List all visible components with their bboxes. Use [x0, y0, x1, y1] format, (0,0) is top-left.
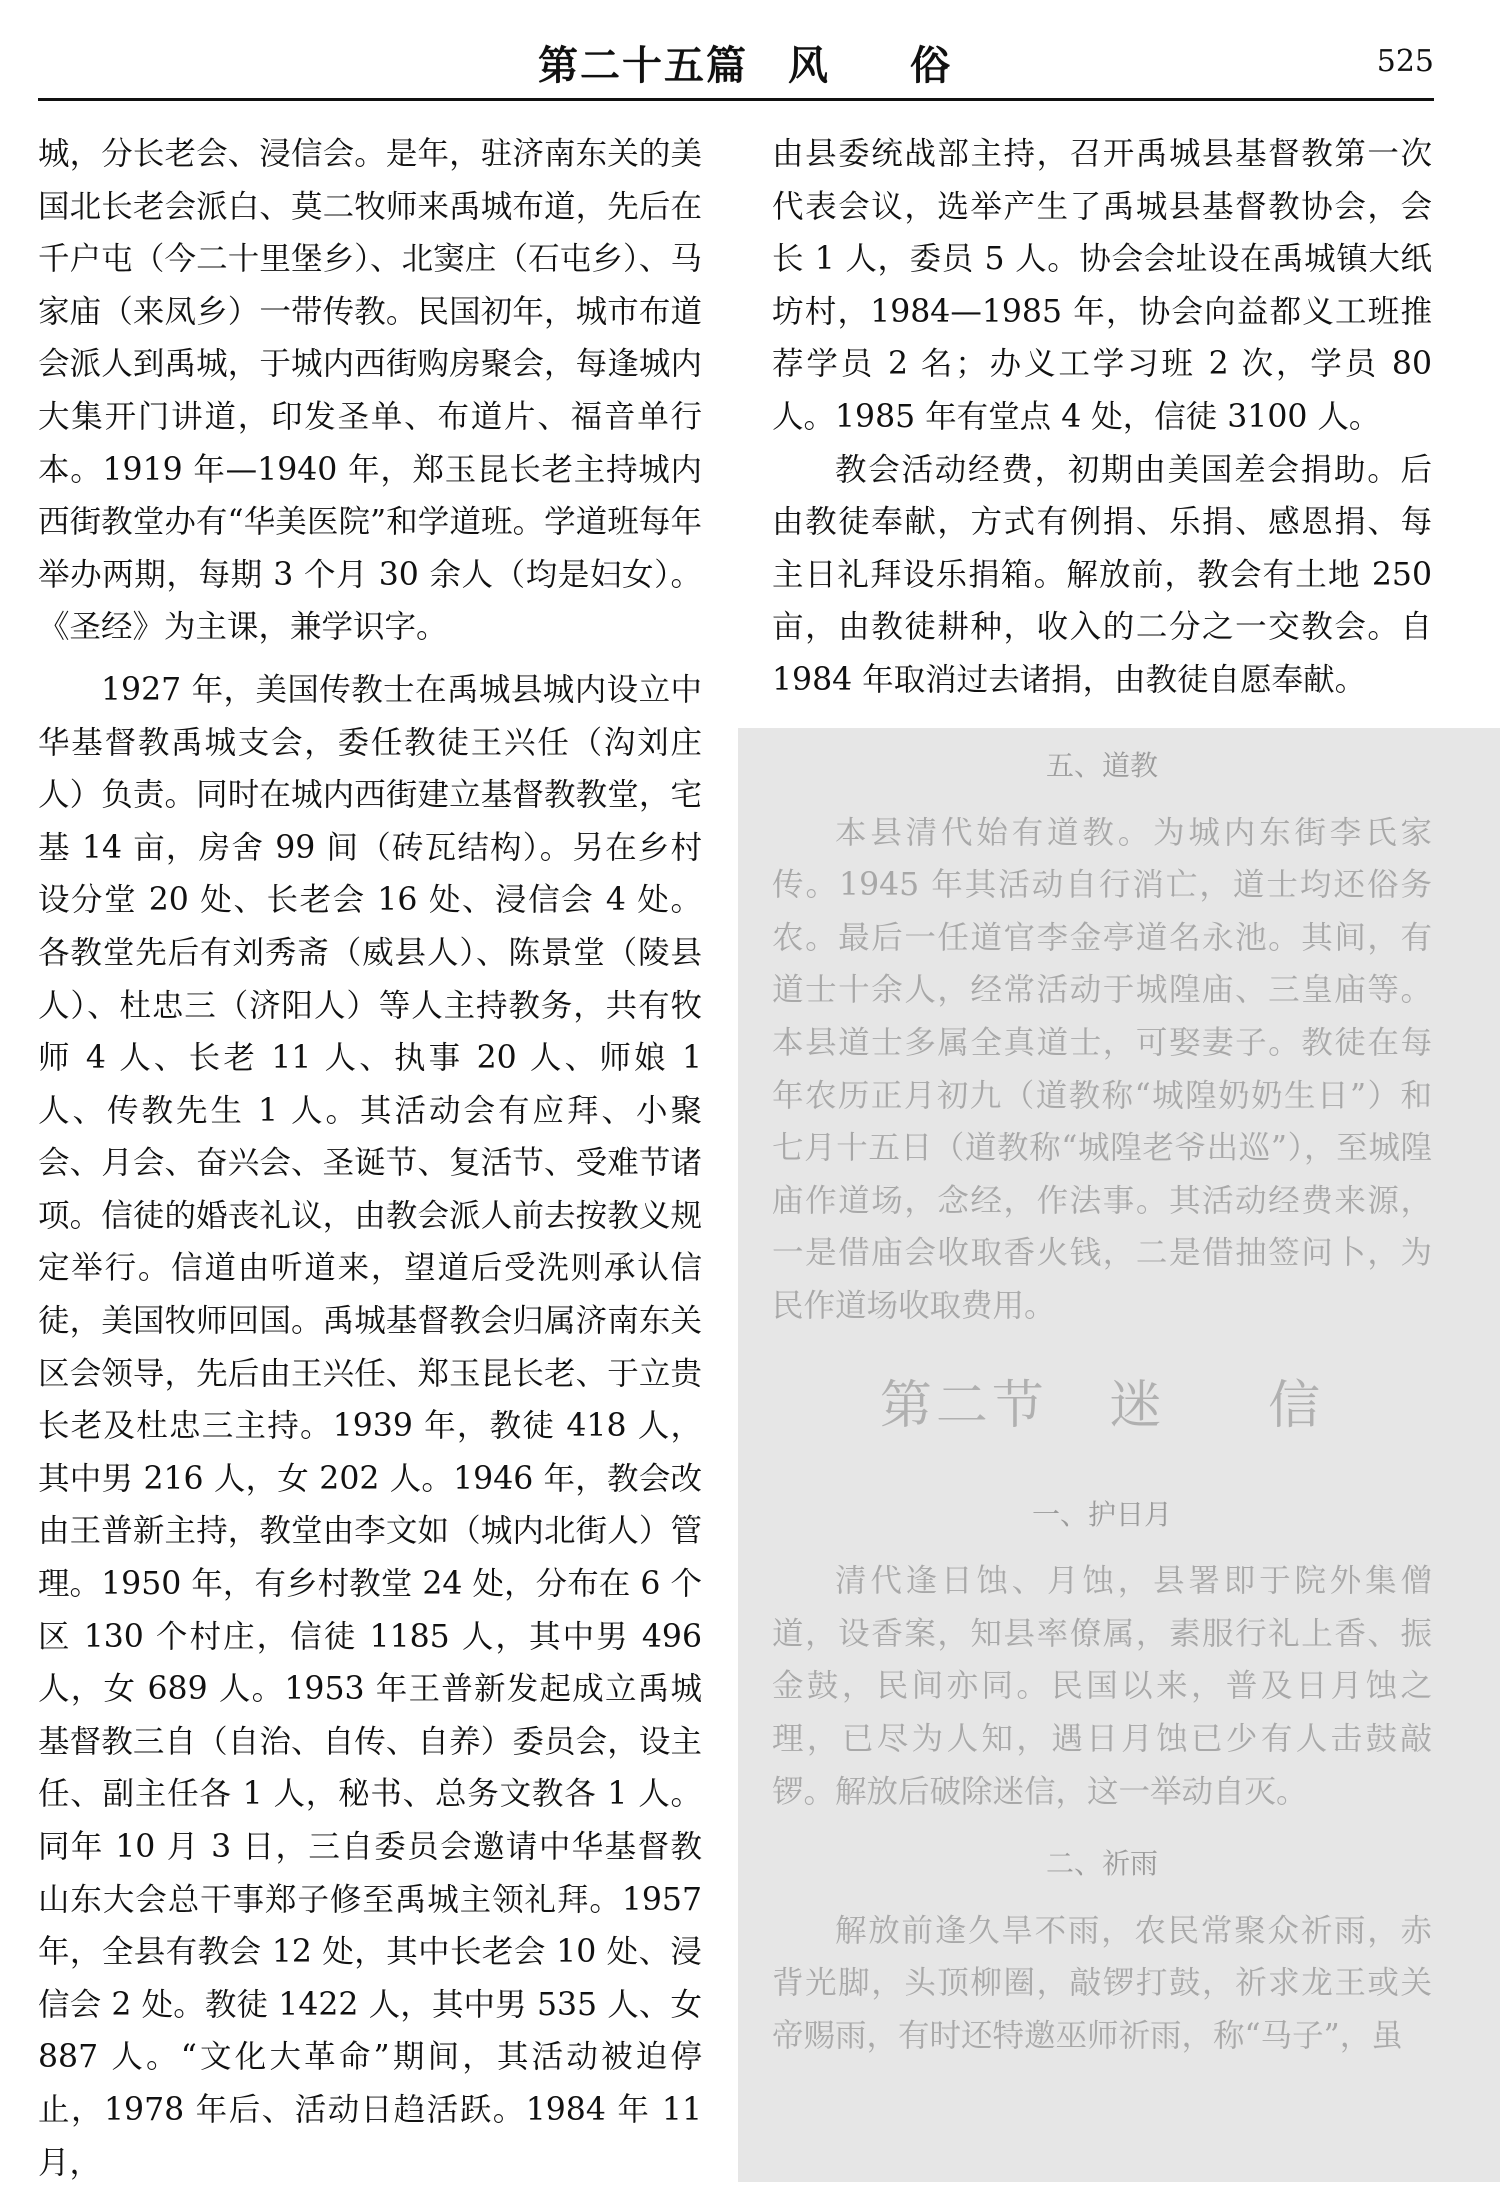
- chapter-heading: [772, 1376, 1432, 1436]
- paragraph: 城，分长老会、浸信会。是年，驻济南东关的美国北长老会派白、莫二牧师来禹城布道，先后在千户屯（今二十里堡乡）、北窦庄（石屯乡）、马家庙（来凤乡）一带传教。民国初年，城市布道会派人到禹城，于城内西街购房聚会，每逢城内大集开门讲道，印发圣单、布道片、福音单行本。1919 年—1940 年，郑玉昆长老主持城内西街教堂办有“华美医院”和学道班。学道班每年举办两期，每期 3 个月 30 余人（均是妇女）。《圣经》为主课，兼学识字。: [38, 136, 702, 646]
- title-part: 俗: [910, 43, 952, 89]
- section-heading: 一、护日月: [1031, 1497, 1172, 1531]
- chapter-part: 信: [1268, 1376, 1325, 1436]
- paragraph: 清代逢日蚀、月蚀，县署即于院外集僧道，设香案，知县率僚属，素服行礼上香、振金鼓，民间亦同。民国以来，普及日月蚀之理，已尽为人知，遇日月蚀已少有人击鼓敲锣。解放后破除迷信，这一举动自灭。: [772, 1563, 1432, 1810]
- left-column: [38, 128, 702, 2189]
- right-column: [772, 128, 1432, 707]
- section-title: [538, 34, 952, 91]
- paragraph: 解放前逢久旱不雨，农民常聚众祈雨，赤背光脚，头顶柳圈，敲锣打鼓，祈求龙王或关帝赐雨，有时还特邀巫师祈雨，称“马子”，虽: [772, 1912, 1432, 2054]
- chapter-part: 第二节: [879, 1376, 1048, 1436]
- page-number: 525: [1376, 44, 1434, 79]
- title-part: 风: [788, 43, 830, 89]
- section-heading: 五、道教: [1045, 749, 1158, 782]
- title-part: 第二十五篇: [538, 43, 748, 89]
- section-heading: 二、祈雨: [1045, 1847, 1158, 1881]
- paragraph: 教会活动经费，初期由美国差会捐助。后由教徒奉献，方式有例捐、乐捐、感恩捐、每主日礼拜设乐捐箱。解放前，教会有土地 250 亩，由教徒耕种，收入的二分之一交教会。自 1984 年取消过去诸捐，由教徒自愿奉献。: [772, 451, 1432, 698]
- paragraph: 1927 年，美国传教士在禹城县城内设立中华基督教禹城支会，委任教徒王兴任（沟刘庄人）负责。同时在城内西街建立基督教教堂，宅基 14 亩，房舍 99 间（砖瓦结构）。另在乡村设分堂 20 处、长老会 16 处、浸信会 4 处。各教堂先后有刘秀斋（威县人）、陈景堂（陵县人）、杜忠三（济阳人）等人主持教务，共有牧师 4 人、长老 11 人、执事 20 人、师娘 1 人、传教先生 1 人。其活动会有应拜、小聚会、月会、奋兴会、圣诞节、复活节、受难节诸项。信徒的婚丧礼议，由教会派人前去按教义规定举行。信道由听道来，望道后受洗则承认信徒，美国牧师回国。禹城基督教会归属济南东关区会领导，先后由王兴任、郑玉昆长老、于立贵长老及杜忠三主持。1939 年，教徒 418 人，其中男 216 人，女 202 人。1946 年，教会改由王普新主持，教堂由李文如（城内北街人）管理。1950 年，有乡村教堂 24 处，分布在 6 个区 130 个村庄，信徒 1185 人，其中男 496 人，女 689 人。1953 年王普新发起成立禹城基督教三自（自治、自传、自养）委员会，设主任、副主任各 1 人，秘书、总务文教各 1 人。同年 10 月 3 日，三自委员会邀请中华基督教山东大会总干事郑子修至禹城主领礼拜。1957 年，全县有教会 12 处，其中长老会 10 处、浸信会 2 处。教徒 1422 人，其中男 535 人、女 887 人。“文化大革命”期间，其活动被迫停止，1978 年后、活动日趋活跃。1984 年 11 月，: [38, 671, 702, 2181]
- superstition-section: [772, 1376, 1432, 2063]
- chapter-part: 迷: [1109, 1376, 1166, 1436]
- paragraph: 由县委统战部主持，召开禹城县基督教第一次代表会议，选举产生了禹城县基督教协会，会长 1 人，委员 5 人。协会会址设在禹城镇大纸坊村，1984—1985 年，协会向益都义工班推荐学员 2 名；办义工学习班 2 次，学员 80 人。1985 年有堂点 4 处，信徒 3100 人。: [772, 136, 1432, 435]
- paragraph: 本县清代始有道教。为城内东街李氏家传。1945 年其活动自行消亡，道士均还俗务农。最后一任道官李金亭道名永池。其间，有道士十余人，经常活动于城隍庙、三皇庙等。本县道士多属全真道士，可娶妻子。教徒在每年农历正月初九（道教称“城隍奶奶生日”）和七月十五日（道教称“城隍老爷出巡”），至城隍庙作道场，念经，作法事。其活动经费来源，一是借庙会收取香火钱，二是借抽签问卜，为民作道场收取费用。: [772, 814, 1432, 1324]
- page-header: [38, 28, 1434, 101]
- taoism-section: [772, 740, 1432, 1333]
